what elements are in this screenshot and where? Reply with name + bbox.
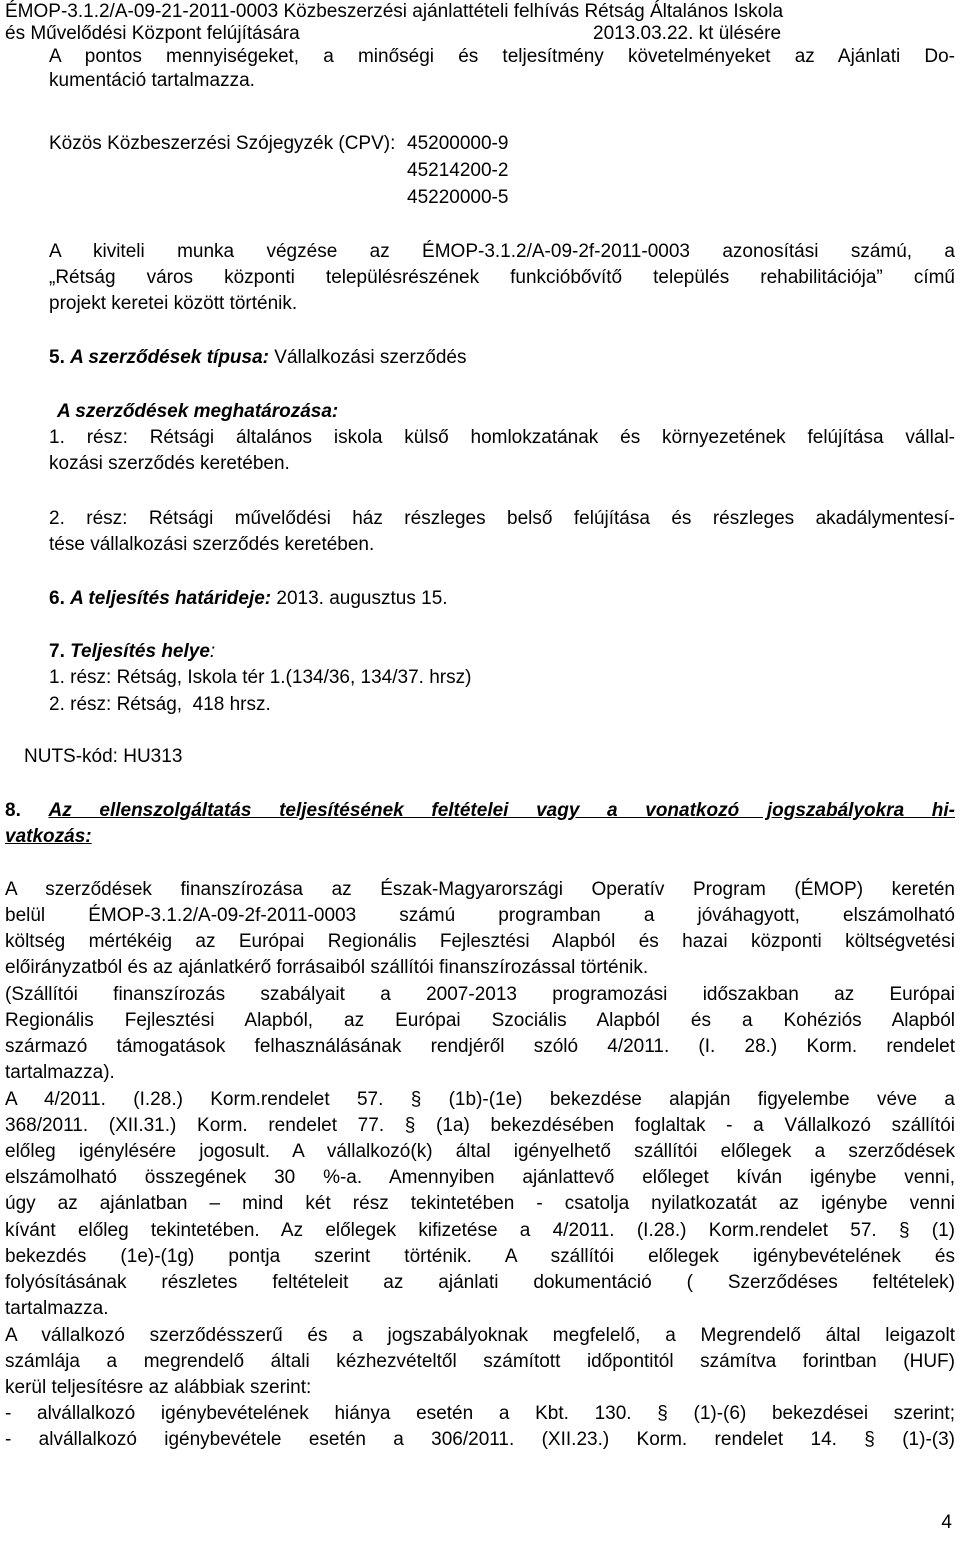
section-8-title-line-1 xyxy=(5,799,955,823)
section-6-value: 2013. augusztus 15. xyxy=(271,588,448,609)
section-6-num: 6. xyxy=(49,588,65,609)
section-7-part-1: 1. rész: Rétság, Iskola tér 1.(134/36, 134/37. hrsz) xyxy=(49,667,472,688)
page-number: 4 xyxy=(941,1512,952,1533)
cpv-code-1: 45200000-9 xyxy=(407,133,509,154)
section-5-value: Vállalkozási szerződés xyxy=(269,347,467,368)
cpv-code-2: 45214200-2 xyxy=(407,160,509,181)
section-6-title: A teljesítés határideje: xyxy=(70,588,272,609)
section-5-part-1-line-1: 1. rész: Rétsági általános iskola külső homlokzatának és környezetének felújítása vállal- xyxy=(49,427,955,448)
section-5-title: A szerződések típusa: xyxy=(70,347,270,368)
section-5-num: 5. xyxy=(49,347,65,368)
header-line-2-left: és Művelődési Központ felújítására xyxy=(5,23,300,44)
section-8-line: (Szállítói finanszírozás szabályait a 2007-2013 programozási időszakban az Európai xyxy=(5,984,955,1005)
section-7-title: Teljesítés helye xyxy=(70,641,210,662)
section-6-heading xyxy=(49,587,448,611)
section-8-line: A 4/2011. (I.28.) Korm.rendelet 57. § (1b)-(1e) bekezdése alapján figyelembe véve a xyxy=(5,1089,955,1110)
section-7-heading xyxy=(49,640,215,664)
section-8-line: tartalmazza). xyxy=(5,1062,115,1083)
section-8-line: belül ÉMOP-3.1.2/A-09-2f-2011-0003 számú programban a jóváhagyott, elszámolható xyxy=(5,905,955,926)
section-8-line: úgy az ajánlatban – mind két rész tekintetében - csatolja nyilatkozatát az igénybe venni xyxy=(5,1193,955,1214)
section-8-line: előleg igénylésére jogosult. A vállalkozó(k) által igényelhető szállítói előlegek a szerződések xyxy=(5,1141,955,1162)
section-5-part-2-line-1: 2. rész: Rétsági művelődési ház részleges belső felújítása és részleges akadálymentesí- xyxy=(49,508,955,529)
section-8-line: számlája a megrendelő általi kézhezvételtől számított időpontitól számítva forintban (HUF) xyxy=(5,1351,955,1372)
section-8-line: - alvállalkozó igénybevétele esetén a 306/2011. (XII.23.) Korm. rendelet 14. § (1)-(3) xyxy=(5,1429,955,1450)
section-8-line: folyósításának részletes feltételeit az ajánlati dokumentáció ( Szerződéses feltételek) xyxy=(5,1272,955,1293)
section-8-line: elszámolható összegének 30 %-a. Amennyiben ajánlattevő előleget kíván igénybe venni, xyxy=(5,1167,955,1188)
section-7-nuts: NUTS-kód: HU313 xyxy=(24,746,183,767)
section-7-part-2: 2. rész: Rétság, 418 hrsz. xyxy=(49,694,271,715)
section-8-line: költség mértékéig az Európai Regionális Fejlesztési Alapból és hazai központi költségvetési xyxy=(5,931,955,952)
header-line-2-right: 2013.03.22. kt ülésére xyxy=(593,23,782,44)
section-8-line: 368/2011. (XII.31.) Korm. rendelet 77. § (1a) bekezdésében foglaltak - a Vállalkozó szállítói xyxy=(5,1115,955,1136)
project-line-2: „Rétság város központi településrészének funkcióbővítő település rehabilitációja” című xyxy=(49,267,955,288)
section-8-line: A vállalkozó szerződésszerű és a jogszabályoknak megfelelő, a Megrendelő által leigazolt xyxy=(5,1325,955,1346)
section-8-line: - alvállalkozó igénybevételének hiánya esetén a Kbt. 130. § (1)-(6) bekezdései szerint; xyxy=(5,1403,955,1424)
section-8-line: tartalmazza. xyxy=(5,1298,109,1319)
section-7-num: 7. xyxy=(49,641,65,662)
cpv-label: Közös Közbeszerzési Szójegyzék (CPV): xyxy=(49,133,396,154)
section-8-line: bekezdés (1e)-(1g) pontja szerint történik. A szállítói előlegek igénybevételének és xyxy=(5,1246,955,1267)
section-7-colon: : xyxy=(209,641,216,662)
section-5-subtitle: A szerződések meghatározása: xyxy=(57,401,339,422)
section-8-line: Regionális Fejlesztési Alapból, az Európai Szociális Alapból és a Kohéziós Alapból xyxy=(5,1010,955,1031)
project-line-1: A kiviteli munka végzése az ÉMOP-3.1.2/A-09-2f-2011-0003 azonosítási számú, a xyxy=(49,241,955,262)
intro-line-2: kumentáció tartalmazza. xyxy=(49,70,255,91)
section-8-title-1: Az ellenszolgáltatás teljesítésének feltételei vagy a vonatkozó jogszabályokra hi- xyxy=(48,800,955,821)
section-5-part-1-line-2: kozási szerződés keretében. xyxy=(49,453,290,474)
section-8-num: 8. xyxy=(5,800,21,821)
section-8-line: A szerződések finanszírozása az Észak-Magyarországi Operatív Program (ÉMOP) keretén xyxy=(5,879,955,900)
cpv-code-3: 45220000-5 xyxy=(407,187,509,208)
section-8-line: kívánt előleg tekintetében. Az előlegek kifizetése a 4/2011. (I.28.) Korm.rendelet 57. § (1) xyxy=(5,1220,955,1241)
section-5-heading xyxy=(49,346,467,370)
section-8-line: kerül teljesítésre az alábbiak szerint: xyxy=(5,1377,312,1398)
intro-line-1: A pontos mennyiségeket, a minőségi és teljesítmény követelményeket az Ajánlati Do- xyxy=(49,46,955,67)
section-8-line: származó támogatások felhasználásának rendjéről szóló 4/2011. (I. 28.) Korm. rendelet xyxy=(5,1036,955,1057)
section-8-line: előirányzatból és az ajánlatkérő forrásaiból szállítói finanszírozással történik. xyxy=(5,957,649,978)
section-8-title-line-2: vatkozás: xyxy=(5,826,92,847)
header-line-1: ÉMOP-3.1.2/A-09-21-2011-0003 Közbeszerzési ajánlattételi felhívás Rétság Általános Iskola xyxy=(5,1,784,22)
section-5-part-2-line-2: tése vállalkozási szerződés keretében. xyxy=(49,534,375,555)
project-line-3: projekt keretei között történik. xyxy=(49,293,298,314)
